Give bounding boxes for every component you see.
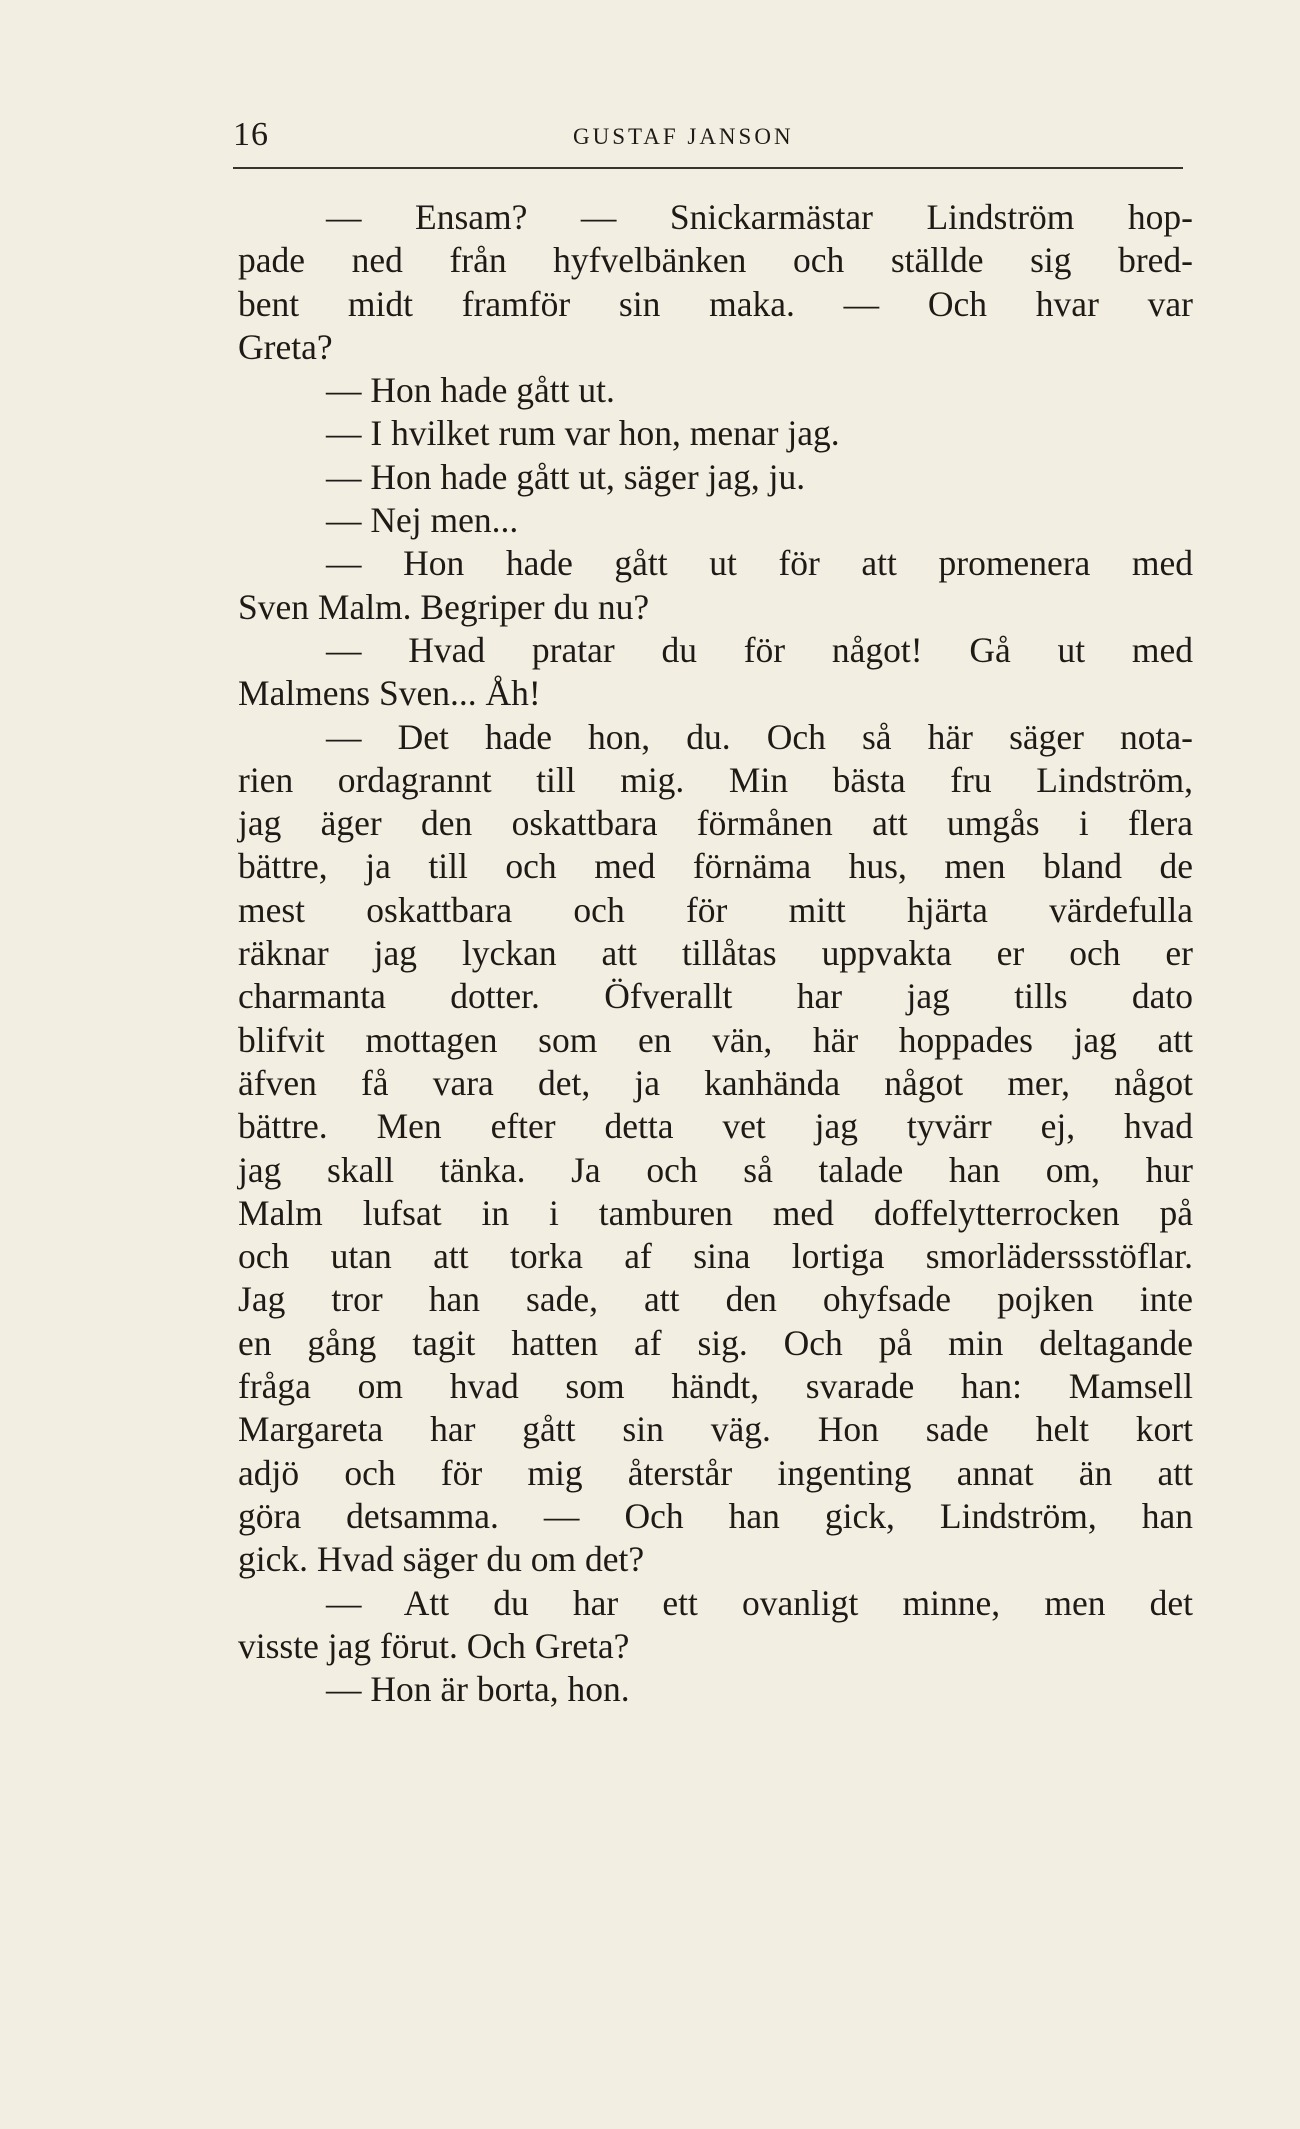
- text-line: pade ned från hyfvelbänken och ställde sig bred-: [238, 240, 1193, 281]
- text-line: Sven Malm. Begriper du nu?: [238, 586, 650, 627]
- text-line: — Det hade hon, du. Och så här säger nota-: [326, 716, 1193, 757]
- text-line: — Hvad pratar du för något! Gå ut med: [326, 629, 1193, 670]
- text-line: äfven få vara det, ja kanhända något mer, något: [238, 1062, 1193, 1103]
- text-line: gick. Hvad säger du om det?: [238, 1539, 645, 1580]
- text-line: bent midt framför sin maka. — Och hvar var: [238, 283, 1193, 324]
- text-line: — I hvilket rum var hon, menar jag.: [326, 413, 840, 454]
- text-line: Malm lufsat in i tamburen med doffelytterrocken på: [238, 1192, 1193, 1233]
- text-line: göra detsamma. — Och han gick, Lindström, han: [238, 1495, 1193, 1536]
- text-line: bättre. Men efter detta vet jag tyvärr ej, hvad: [238, 1106, 1193, 1147]
- text-line: rien ordagrannt till mig. Min bästa fru Lindström,: [238, 759, 1193, 800]
- text-line: visste jag förut. Och Greta?: [238, 1625, 630, 1666]
- text-line: — Hon hade gått ut.: [326, 370, 615, 411]
- text-line: jag skall tänka. Ja och så talade han om, hur: [238, 1149, 1193, 1190]
- page-number: 16: [233, 116, 269, 153]
- text-line: — Nej men...: [326, 500, 519, 541]
- text-line: bättre, ja till och med förnäma hus, men bland de: [238, 846, 1193, 887]
- text-line: — Hon är borta, hon.: [326, 1669, 630, 1710]
- text-line: Malmens Sven... Åh!: [238, 673, 541, 714]
- text-line: räknar jag lyckan att tillåtas uppvakta er och er: [238, 933, 1193, 974]
- text-line: Margareta har gått sin väg. Hon sade helt kort: [238, 1409, 1193, 1450]
- body-text: [238, 196, 1193, 1711]
- text-line: — Att du har ett ovanligt minne, men det: [326, 1582, 1193, 1623]
- header-rule: [233, 167, 1183, 169]
- text-line: — Hon hade gått ut för att promenera med: [326, 543, 1193, 584]
- text-line: fråga om hvad som händt, svarade han: Mamsell: [238, 1366, 1193, 1407]
- text-line: Greta?: [238, 326, 333, 367]
- text-line: — Ensam? — Snickarmästar Lindström hop-: [326, 197, 1193, 237]
- text-line: adjö och för mig återstår ingenting annat än att: [238, 1452, 1193, 1493]
- text-line: mest oskattbara och för mitt hjärta värdefulla: [238, 889, 1193, 930]
- text-line: Jag tror han sade, att den ohyfsade pojken inte: [238, 1279, 1193, 1320]
- page-header: [233, 112, 1183, 172]
- text-line: en gång tagit hatten af sig. Och på min deltagande: [238, 1322, 1193, 1363]
- text-line: — Hon hade gått ut, säger jag, ju.: [326, 456, 806, 497]
- text-line: blifvit mottagen som en vän, här hoppades jag att: [238, 1019, 1193, 1060]
- text-line: och utan att torka af sina lortiga smorläderssstöflar.: [238, 1236, 1193, 1277]
- running-head: GUSTAF JANSON: [573, 124, 794, 149]
- text-line: jag äger den oskattbara förmånen att umgås i flera: [238, 803, 1193, 844]
- text-line: charmanta dotter. Öfverallt har jag tills dato: [238, 976, 1193, 1017]
